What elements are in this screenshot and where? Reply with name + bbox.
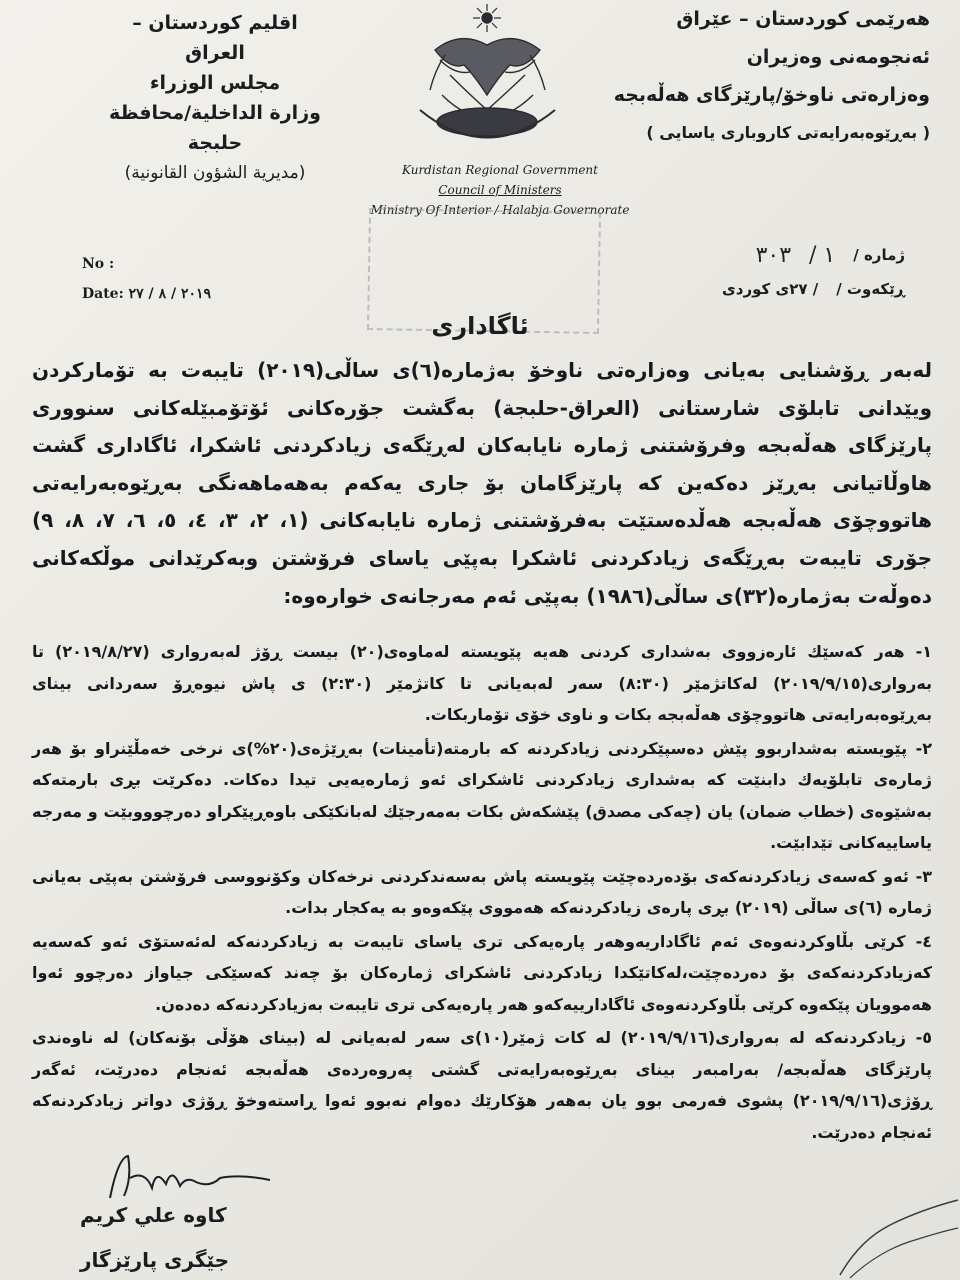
document-meta-english (82, 256, 211, 316)
conditions-list (32, 636, 932, 1150)
kurdish-ministry: وەزارەتی ناوخۆ/پارێزگای هەڵەبجە (613, 84, 930, 106)
condition-item: ١- هەر كەسێك ئارەزووی بەشداری كردنی هەیە پێویستە لەماوەی(٢٠) بیست ڕۆژ لەبەرواری (٢٠١٩/٨/٢٧) تا بەرواری(٢٠١٩/٩/١٥) لەكاتژمێر (٨:٣٠) سەر لەبەیانی تا كاتژمێر (٢:٣٠) ی پاش نیوەڕۆ سەردانی بینای بەڕێوەبەرایەتی هاتووچۆی هەڵەبجە بكات و ناوی خۆی تۆماربكات. (32, 642, 933, 724)
kurdish-council: ئەنجومەنی وەزیران (746, 46, 930, 68)
arabic-region: اقليم كوردستان – العراق (132, 12, 298, 64)
kurdish-region: هەرێمی كوردستان – عێراق (676, 8, 930, 30)
condition-item: ٣- ئەو كەسەی زیادكردنەكەی بۆدەردەچێت پێویستە پاش بەسەندكردنی نرخەكان وكۆنووسی فرۆشتن بەپێی بەیانی ژمارە (٦)ی ساڵی (٢٠١٩) بڕی پارەی زیادكردنەكە هەمووی پێكەوەو بە یەكجار بدات. (32, 866, 932, 917)
condition-item: ٥- زیادكردنەكە لە بەرواری(٢٠١٩/٩/١٦) لە كات ژمێر(١٠)ی سەر لەبەیانی لە (بینای هۆڵی بۆنەكان) لە ناوەندی پارێزگای هەڵەبجە/ بەرامبەر بینای بەڕێوەبەرایەتی گشتی پەروەردەی هەڵەبجە ئەنجام دەدرێت، ئەگەر ڕۆژی(٢٠١٩/٩/١٦) پشوی فەرمی بوو یان بەهەر هۆكارێك دەوام نەبوو ئەوا ڕاستەوخۆ ڕۆژی دواتر زیادكردنەكە ئەنجام دەدرێت. (32, 1028, 933, 1142)
condition-item: ٤- كرێی بڵاوكردنەوەی ئەم ئاگاداریەوهەر پارەیەكی تری یاسای تایبەت بە زیادكردنەكە لەئەستۆی ئەو كەسەیە كەزیادكردنەكەی بۆ دەردەچێت،لەكاتێكدا زیادكردنی ئاشكرای ژمارەكان بۆ چەند كەسێكی جیاواز دەرچوو ئەوا هەموویان پێكەوە كرێی بڵاوكردنەوەی ئاگادارییەكەو هەر پارەیەكی تری تایبەت بەزیادكردنەكە دەدەن. (32, 931, 932, 1014)
signatory-name: كاوە علي كريم (80, 1203, 227, 1227)
condition-item: ٢- پێویستە بەشداربوو پێش دەسپێكردنی زیادكردنە كە بارمتە(تأمینات) بەڕێژەی(٢٠%)ی نرخی خەمڵێنراو بۆ هەر ژمارەی تابلۆیەك دابنێت كە بەشداری زیادكردنی ئاشكرای ئەو ژمارەیەیی تیدا دەكات. دەكرێت بڕی بارمتەكە بەشێوەی (خطاب ضمان) یان (چەكی مصدق) پێشكەش بكات بەمەرجێك لەبانكێكی باوەڕپێكراو دەرچوووبێت و مەرجە یاساییەكانی تێدابێت. (32, 738, 932, 852)
english-council: Council of Ministers (438, 183, 562, 197)
ku-number-value: ٣٠٣ (755, 242, 792, 268)
handwritten-signature (100, 1148, 280, 1208)
kurdish-directorate: ( بەڕێوەبەرایەتی كاروباری یاسایی ) (646, 123, 930, 142)
date-label: Date: ٢٠١٩ / ٨ / ٢٧ (82, 286, 212, 302)
english-ministry: Ministry Of Interior / Halabja Governorate (370, 203, 630, 217)
kurdish-letterhead (600, 0, 930, 152)
document-meta-kurdish (722, 238, 905, 306)
krg-emblem-icon (400, 0, 575, 160)
arabic-council: مجلس الوزراء (149, 72, 281, 94)
arabic-letterhead (100, 8, 330, 188)
arabic-ministry: وزارة الداخلية/محافظة حلبجة (109, 102, 321, 154)
intro-paragraph: لەبەر ڕۆشنایی بەیانی وەزارەتی ناوخۆ بەژمارە(٦)ی ساڵی(٢٠١٩) تایبەت بە تۆماركردن ویێدانی تابلۆی شارستانی (العراق-حلبجة) بەگشت جۆرەكانی ئۆتۆمبێلەكانی سنووری پارێزگای هەڵەبجە وفرۆشتنی ژمارە نایابەكان لەڕێگەی زیادكردنی ئاشكرا، ئاگاداری گشت هاوڵاتیانی بەڕێز دەكەین كە پارێزگامان بۆ جاری یەكەم بەهەماهەنگی بەڕێوەبەرایەتی هاتووچۆی هەڵەبجە هەڵدەستێت بەفرۆشتنی ژمارە نایابەكانی (١، ٢، ٣، ٤، ٥، ٦، ٧، ٨، ٩) جۆری تایبەت بەڕێگەی زیادكردنی ئاشكرا بەپێی یاسای فرۆشتن وبەكرێدانی موڵكەكانی دەوڵەت بەژمارە(٣٢)ی ساڵی(١٩٨٦) بەپێی ئەم مەرجانەی خوارەوە: (32, 358, 933, 608)
ku-date-label: ڕێکەوت / (836, 280, 905, 298)
document-title: ئاگاداری (431, 312, 529, 340)
ku-number-slash: ١ / (809, 242, 836, 268)
number-label: No : (82, 256, 115, 272)
ku-number-label: ژمارە / (853, 246, 905, 264)
corner-handwritten-mark (820, 1180, 960, 1280)
arabic-directorate: (مديرية الشؤون القانونية) (124, 163, 306, 183)
ku-date-value: / ٢٧ى كوردى (722, 280, 819, 298)
signatory-title: جێگری پارێزگار (80, 1248, 230, 1272)
english-region: Kurdistan Regional Government (402, 163, 598, 177)
